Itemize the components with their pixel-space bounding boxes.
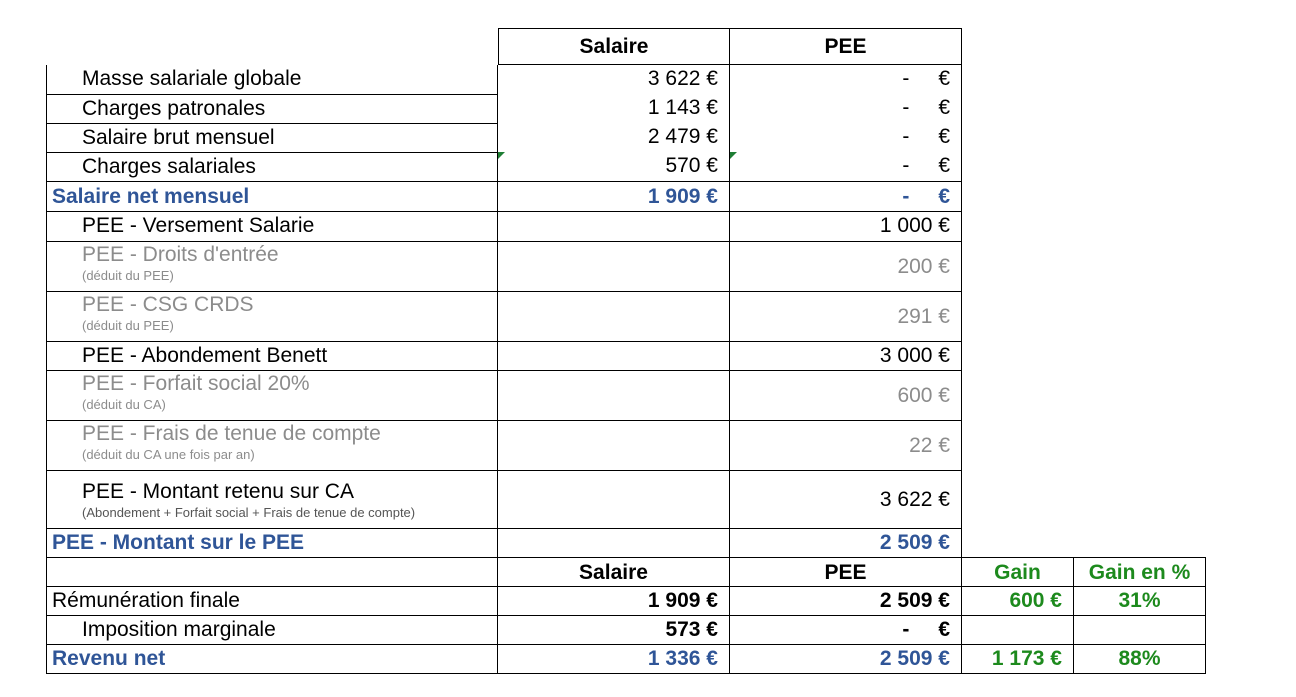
row-label-abondement: PEE - Abondement Benett bbox=[46, 341, 498, 370]
row-pee-montant-retenu: 3 622 € bbox=[730, 470, 962, 528]
row-salaire-masse-salariale: 3 622 € bbox=[498, 65, 730, 94]
dash: - bbox=[902, 154, 910, 177]
row-note: (déduit du CA une fois par an) bbox=[82, 447, 255, 462]
summary-gain-pct-imposition bbox=[1074, 615, 1206, 644]
currency-symbol: € bbox=[938, 67, 950, 90]
row-pee-montant-pee: 2 509 € bbox=[730, 528, 962, 557]
currency-symbol: € bbox=[938, 618, 950, 641]
value-text: 570 € bbox=[665, 154, 718, 177]
summary-gain-revenu-net: 1 173 € bbox=[962, 644, 1074, 674]
dash: - bbox=[902, 96, 910, 119]
summary-pee-imposition bbox=[730, 615, 962, 644]
row-label-versement-salarie: PEE - Versement Salarie bbox=[46, 212, 498, 241]
row-pee-csg-crds: 291 € bbox=[730, 291, 962, 341]
row-salaire-charges-salariales bbox=[498, 152, 730, 181]
summary-gain-pct-remuneration: 31% bbox=[1074, 587, 1206, 615]
row-note: (déduit du PEE) bbox=[82, 318, 174, 333]
row-label-charges-salariales: Charges salariales bbox=[46, 152, 498, 181]
row-label-montant-pee: PEE - Montant sur le PEE bbox=[46, 528, 498, 557]
row-salaire-forfait-social bbox=[498, 370, 730, 420]
summary-label-imposition: Imposition marginale bbox=[46, 615, 498, 644]
row-pee-forfait-social: 600 € bbox=[730, 370, 962, 420]
summary-salaire-imposition: 573 € bbox=[498, 615, 730, 644]
dash: - bbox=[902, 185, 910, 208]
row-pee-salaire-brut bbox=[730, 123, 962, 152]
row-title: PEE - Forfait social 20% bbox=[82, 372, 310, 395]
header-pee: PEE bbox=[730, 28, 962, 65]
row-label-masse-salariale: Masse salariale globale bbox=[46, 65, 498, 94]
row-label-csg-crds bbox=[46, 291, 498, 341]
currency-symbol: € bbox=[938, 96, 950, 119]
dash: - bbox=[902, 618, 910, 641]
summary-header-blank bbox=[46, 557, 498, 587]
row-salaire-charges-patronales: 1 143 € bbox=[498, 94, 730, 123]
row-pee-charges-salariales bbox=[730, 152, 962, 181]
currency-symbol: € bbox=[938, 185, 950, 208]
summary-header-salaire: Salaire bbox=[498, 557, 730, 587]
row-pee-abondement: 3 000 € bbox=[730, 341, 962, 370]
row-label-forfait-social bbox=[46, 370, 498, 420]
row-note: (déduit du CA) bbox=[82, 397, 166, 412]
row-label-frais-tenue bbox=[46, 420, 498, 470]
row-pee-droits-entree: 200 € bbox=[730, 241, 962, 291]
summary-label-remuneration: Rémunération finale bbox=[46, 587, 498, 615]
row-title: PEE - Frais de tenue de compte bbox=[82, 422, 381, 445]
comment-indicator-icon bbox=[730, 152, 737, 159]
row-salaire-montant-retenu bbox=[498, 470, 730, 528]
summary-label-revenu-net: Revenu net bbox=[46, 644, 498, 674]
row-label-salaire-brut: Salaire brut mensuel bbox=[46, 123, 498, 152]
row-pee-frais-tenue: 22 € bbox=[730, 420, 962, 470]
row-salaire-salaire-brut: 2 479 € bbox=[498, 123, 730, 152]
row-salaire-frais-tenue bbox=[498, 420, 730, 470]
row-pee-masse-salariale bbox=[730, 65, 962, 94]
row-note: (Abondement + Forfait social + Frais de tenue de compte) bbox=[82, 505, 416, 520]
summary-header-pee: PEE bbox=[730, 557, 962, 587]
currency-symbol: € bbox=[938, 125, 950, 148]
summary-salaire-revenu-net: 1 336 € bbox=[498, 644, 730, 674]
summary-salaire-remuneration: 1 909 € bbox=[498, 587, 730, 615]
summary-gain-imposition bbox=[962, 615, 1074, 644]
row-title: PEE - Montant retenu sur CA bbox=[82, 480, 354, 503]
dash: - bbox=[902, 125, 910, 148]
row-salaire-versement-salarie bbox=[498, 212, 730, 241]
row-salaire-abondement bbox=[498, 341, 730, 370]
summary-gain-remuneration: 600 € bbox=[962, 587, 1074, 615]
summary-pee-remuneration: 2 509 € bbox=[730, 587, 962, 615]
row-label-salaire-net: Salaire net mensuel bbox=[46, 181, 498, 212]
row-title: PEE - CSG CRDS bbox=[82, 293, 254, 316]
comment-indicator-icon bbox=[498, 152, 505, 159]
row-salaire-droits-entree bbox=[498, 241, 730, 291]
row-label-charges-patronales: Charges patronales bbox=[46, 94, 498, 123]
row-label-montant-retenu bbox=[46, 470, 498, 528]
row-pee-charges-patronales bbox=[730, 94, 962, 123]
row-salaire-csg-crds bbox=[498, 291, 730, 341]
row-label-droits-entree bbox=[46, 241, 498, 291]
row-salaire-montant-pee bbox=[498, 528, 730, 557]
row-pee-versement-salarie: 1 000 € bbox=[730, 212, 962, 241]
summary-header-gain: Gain bbox=[962, 557, 1074, 587]
dash: - bbox=[902, 67, 910, 90]
row-pee-salaire-net bbox=[730, 181, 962, 212]
row-note: (déduit du PEE) bbox=[82, 268, 174, 283]
summary-gain-pct-revenu-net: 88% bbox=[1074, 644, 1206, 674]
row-salaire-salaire-net: 1 909 € bbox=[498, 181, 730, 212]
row-title: PEE - Droits d'entrée bbox=[82, 243, 279, 266]
summary-pee-revenu-net: 2 509 € bbox=[730, 644, 962, 674]
currency-symbol: € bbox=[938, 154, 950, 177]
summary-header-gain-pct: Gain en % bbox=[1074, 557, 1206, 587]
header-salaire: Salaire bbox=[498, 28, 730, 65]
